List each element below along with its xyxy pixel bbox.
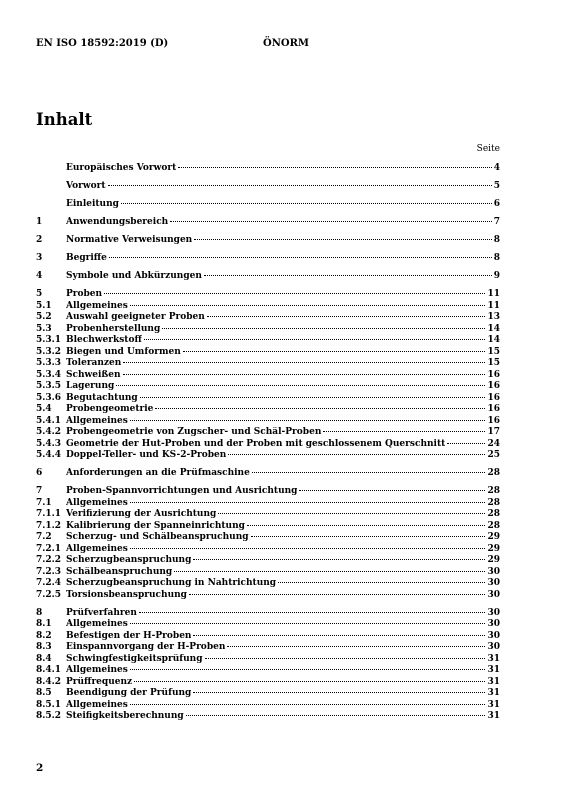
toc-dot-leader (130, 305, 486, 306)
toc-dot-leader (174, 571, 485, 572)
toc-entry-page: 15 (487, 358, 500, 368)
toc-entry-number: 7.1.1 (36, 509, 62, 519)
toc-entry-title: Befestigen der H-Proben (66, 630, 192, 641)
toc-entry-number: 5.3.3 (36, 358, 62, 368)
toc-entry-title: Allgemeines (66, 699, 128, 710)
toc-entry-number: 5.3.6 (36, 392, 62, 403)
toc-dot-leader (183, 351, 486, 352)
toc-entry-title: Scherzugbeanspruchung in Nahtrichtung (66, 578, 277, 588)
toc-entry-page: 31 (487, 711, 500, 721)
toc-entry[interactable] (36, 486, 500, 498)
toc-dot-leader (144, 339, 486, 340)
toc-entry-page: 31 (487, 688, 500, 698)
toc-entry[interactable] (36, 450, 500, 462)
toc-entry-page: 14 (487, 323, 500, 334)
toc-entry-number: 5.4.4 (36, 450, 62, 460)
toc-entry-number: 7 (36, 486, 43, 496)
toc-entry-title: Geometrie der Hut-Proben und der Proben mit geschlossenem Querschnitt (66, 438, 446, 449)
toc-entry-page: 16 (487, 369, 500, 380)
toc-entry[interactable] (36, 393, 500, 405)
toc-entry[interactable] (36, 217, 500, 229)
toc-entry-title: Allgemeines (66, 300, 128, 311)
toc-dot-leader (178, 167, 491, 168)
toc-entry[interactable] (36, 608, 500, 620)
toc-entry-page: 30 (487, 578, 500, 588)
toc-entry-title: Einleitung (66, 199, 119, 209)
toc-entry-number: 8.5.2 (36, 711, 62, 721)
toc-dot-leader (323, 431, 485, 432)
toc-entry-number: 7.2.4 (36, 578, 62, 588)
toc-dot-leader (162, 328, 485, 329)
toc-entry-title: Steifigkeitsberechnung (66, 711, 184, 721)
toc-dot-leader (104, 293, 485, 294)
toc-dot-leader (227, 646, 485, 647)
page-title: Inhalt (36, 110, 93, 129)
toc-entry-page: 28 (487, 509, 500, 519)
toc-entry-page: 30 (487, 589, 500, 600)
toc-dot-leader (130, 704, 486, 705)
toc-entry-number: 8.4.2 (36, 676, 62, 687)
toc-entry-number: 5.3.4 (36, 369, 62, 380)
toc-entry-number: 5 (36, 289, 43, 299)
toc-dot-leader (204, 275, 492, 276)
toc-entry-page: 8 (493, 253, 500, 263)
toc-entry[interactable] (36, 544, 500, 556)
toc-dot-leader (108, 185, 492, 186)
toc-entry-number: 5.4.2 (36, 427, 62, 437)
toc-entry-title: Lagerung (66, 381, 115, 391)
toc-entry-number: 8.5.1 (36, 699, 62, 710)
toc-dot-leader (130, 420, 486, 421)
toc-entry-page: 29 (487, 555, 500, 565)
toc-entry[interactable] (36, 324, 500, 336)
toc-entry-page: 31 (487, 699, 500, 710)
toc-entry-number: 4 (36, 271, 43, 281)
toc-entry-number: 5.3.5 (36, 381, 62, 391)
toc-entry[interactable] (36, 521, 500, 533)
toc-dot-leader (218, 513, 485, 514)
toc-entry[interactable] (36, 181, 500, 193)
toc-entry-page: 29 (487, 532, 500, 542)
toc-entry[interactable] (36, 631, 500, 643)
toc-entry-title: Schwingfestigkeitsprüfung (66, 653, 203, 664)
toc-entry[interactable] (36, 416, 500, 428)
toc-entry-title: Schälbeanspruchung (66, 566, 173, 577)
toc-entry-title: Anwendungsbereich (66, 217, 169, 227)
toc-entry-page: 16 (487, 392, 500, 403)
toc-entry-number: 1 (36, 217, 43, 227)
toc-dot-leader (193, 559, 485, 560)
toc-entry[interactable] (36, 590, 500, 602)
toc-entry-number: 5.3.2 (36, 346, 62, 357)
toc-entry[interactable] (36, 358, 500, 370)
toc-entry-title: Prüffrequenz (66, 676, 133, 687)
toc-entry-page: 11 (487, 300, 500, 311)
toc-entry[interactable] (36, 370, 500, 382)
toc-entry-title: Europäisches Vorwort (66, 163, 177, 173)
toc-entry-title: Allgemeines (66, 415, 128, 426)
toc-entry[interactable] (36, 253, 500, 265)
toc-entry[interactable] (36, 335, 500, 347)
toc-entry-number: 5.1 (36, 300, 52, 311)
toc-dot-leader (193, 692, 485, 693)
page-column-label: Seite (476, 144, 500, 154)
toc-entry[interactable] (36, 163, 500, 175)
toc-entry-title: Scherzug- und Schälbeanspruchung (66, 532, 249, 542)
toc-entry-title: Allgemeines (66, 619, 128, 629)
publisher-header: ÖNORM (263, 38, 309, 49)
toc-entry-page: 30 (487, 642, 500, 652)
page-number: 2 (36, 762, 44, 774)
toc-entry-page: 28 (487, 486, 500, 496)
toc-entry-number: 7.2 (36, 532, 52, 542)
toc-entry-title: Vorwort (66, 181, 106, 191)
toc-entry-page: 16 (487, 404, 500, 414)
toc-entry-page: 31 (487, 665, 500, 675)
toc-entry-number: 8.3 (36, 642, 52, 652)
toc-dot-leader (193, 635, 485, 636)
document-id-header: EN ISO 18592:2019 (D) (36, 38, 169, 49)
toc-entry-title: Begutachtung (66, 392, 138, 403)
toc-entry-number: 2 (36, 235, 43, 245)
toc-entry-page: 30 (487, 566, 500, 577)
toc-dot-leader (247, 525, 486, 526)
toc-entry-number: 7.2.3 (36, 566, 62, 577)
toc-entry-title: Probengeometrie von Zugscher- und Schäl-Proben (66, 427, 322, 437)
toc-entry-title: Verifizierung der Ausrichtung (66, 509, 217, 519)
toc-entry[interactable] (36, 468, 500, 480)
toc-entry-page: 15 (487, 346, 500, 357)
toc-dot-leader (189, 594, 486, 595)
toc-entry-title: Kalibrierung der Spanneinrichtung (66, 520, 245, 531)
toc-entry-title: Allgemeines (66, 665, 128, 675)
toc-entry-title: Symbole und Abkürzungen (66, 271, 202, 281)
toc-entry-number: 7.2.5 (36, 589, 62, 600)
toc-entry[interactable] (36, 404, 500, 416)
table-of-contents (36, 163, 500, 723)
toc-entry-page: 16 (487, 381, 500, 391)
toc-entry-number: 8.1 (36, 619, 52, 629)
toc-dot-leader (123, 362, 485, 363)
toc-entry-page: 17 (487, 427, 500, 437)
toc-entry-title: Prüfverfahren (66, 607, 137, 618)
toc-entry-page: 30 (487, 630, 500, 641)
toc-dot-leader (207, 316, 486, 317)
toc-dot-leader (252, 472, 486, 473)
toc-dot-leader (299, 490, 485, 491)
toc-entry-page: 16 (487, 415, 500, 426)
toc-entry-page: 5 (493, 181, 500, 191)
toc-dot-leader (134, 681, 485, 682)
toc-entry-title: Anforderungen an die Prüfmaschine (66, 468, 250, 478)
toc-entry-number: 5.2 (36, 312, 52, 322)
toc-entry-page: 30 (487, 619, 500, 629)
toc-entry[interactable] (36, 312, 500, 324)
toc-entry-number: 7.2.2 (36, 555, 62, 565)
toc-dot-leader (170, 221, 492, 222)
toc-dot-leader (155, 408, 485, 409)
toc-entry-title: Allgemeines (66, 497, 128, 508)
toc-entry-page: 9 (493, 271, 500, 281)
toc-entry[interactable] (36, 381, 500, 393)
toc-entry[interactable] (36, 665, 500, 677)
toc-entry[interactable] (36, 688, 500, 700)
toc-entry[interactable] (36, 642, 500, 654)
toc-entry-page: 31 (487, 653, 500, 664)
toc-dot-leader (121, 203, 492, 204)
toc-entry-number: 8.2 (36, 630, 52, 641)
toc-entry-number: 6 (36, 468, 43, 478)
toc-entry-title: Biegen und Umformen (66, 346, 181, 357)
toc-entry-number: 5.4 (36, 404, 52, 414)
toc-entry-title: Einspannvorgang der H-Proben (66, 642, 226, 652)
toc-entry-page: 28 (487, 497, 500, 508)
toc-dot-leader (130, 669, 486, 670)
toc-entry-page: 14 (487, 335, 500, 345)
toc-dot-leader (130, 548, 486, 549)
toc-entry-number: 5.3.1 (36, 335, 62, 345)
toc-entry-page: 11 (487, 289, 500, 299)
toc-entry[interactable] (36, 427, 500, 439)
toc-entry-number: 8.4.1 (36, 665, 62, 675)
toc-dot-leader (228, 454, 485, 455)
toc-entry[interactable] (36, 439, 500, 451)
toc-entry[interactable] (36, 498, 500, 510)
toc-entry-page: 28 (487, 468, 500, 478)
toc-entry-page: 29 (487, 543, 500, 554)
toc-entry[interactable] (36, 532, 500, 544)
toc-entry-title: Probenherstellung (66, 323, 161, 334)
toc-entry-number: 7.2.1 (36, 543, 62, 554)
toc-entry-title: Allgemeines (66, 543, 128, 554)
toc-dot-leader (205, 658, 486, 659)
toc-entry[interactable] (36, 567, 500, 579)
toc-dot-leader (278, 582, 485, 583)
toc-dot-leader (140, 397, 486, 398)
toc-entry-page: 24 (487, 438, 500, 449)
toc-entry-title: Beendigung der Prüfung (66, 688, 192, 698)
toc-dot-leader (116, 385, 485, 386)
toc-dot-leader (130, 623, 486, 624)
toc-entry[interactable] (36, 654, 500, 666)
toc-entry[interactable] (36, 271, 500, 283)
toc-entry-page: 25 (487, 450, 500, 460)
toc-dot-leader (130, 502, 486, 503)
toc-dot-leader (109, 257, 492, 258)
toc-entry-number: 3 (36, 253, 43, 263)
toc-entry-number: 8 (36, 607, 43, 618)
toc-entry[interactable] (36, 235, 500, 247)
toc-dot-leader (251, 536, 486, 537)
toc-entry-number: 5.4.3 (36, 438, 62, 449)
toc-entry-title: Torsionsbeanspruchung (66, 589, 187, 600)
toc-entry[interactable] (36, 711, 500, 723)
toc-entry-number: 8.5 (36, 688, 52, 698)
toc-entry-title: Proben (66, 289, 103, 299)
toc-entry-page: 30 (487, 607, 500, 618)
toc-entry-title: Proben-Spannvorrichtungen und Ausrichtung (66, 486, 298, 496)
toc-entry[interactable] (36, 347, 500, 359)
toc-dot-leader (123, 374, 486, 375)
toc-entry[interactable] (36, 301, 500, 313)
toc-entry-number: 8.4 (36, 653, 52, 664)
toc-entry-page: 7 (493, 217, 500, 227)
toc-entry-title: Begriffe (66, 253, 107, 263)
toc-entry[interactable] (36, 578, 500, 590)
toc-entry[interactable] (36, 555, 500, 567)
toc-entry-title: Auswahl geeigneter Proben (66, 312, 205, 322)
toc-entry[interactable] (36, 700, 500, 712)
toc-entry-page: 6 (493, 199, 500, 209)
toc-dot-leader (186, 715, 486, 716)
toc-entry-title: Blechwerkstoff (66, 335, 142, 345)
toc-dot-leader (139, 612, 486, 613)
toc-entry-number: 7.1 (36, 497, 52, 508)
toc-entry-number: 7.1.2 (36, 520, 62, 531)
toc-entry[interactable] (36, 677, 500, 689)
toc-entry-title: Normative Verweisungen (66, 235, 193, 245)
toc-entry-page: 13 (487, 312, 500, 322)
toc-entry-number: 5.4.1 (36, 415, 62, 426)
toc-entry-title: Doppel-Teller- und KS-2-Proben (66, 450, 227, 460)
toc-entry-title: Toleranzen (66, 358, 122, 368)
toc-entry-number: 5.3 (36, 323, 52, 334)
toc-entry-page: 8 (493, 235, 500, 245)
toc-entry[interactable] (36, 619, 500, 631)
toc-entry[interactable] (36, 509, 500, 521)
toc-entry-title: Schweißen (66, 369, 121, 380)
toc-entry-page: 4 (493, 163, 500, 173)
toc-entry-title: Probengeometrie (66, 404, 154, 414)
toc-entry-page: 31 (487, 676, 500, 687)
toc-entry-title: Scherzugbeanspruchung (66, 555, 192, 565)
toc-entry[interactable] (36, 289, 500, 301)
toc-dot-leader (194, 239, 492, 240)
toc-entry-page: 28 (487, 520, 500, 531)
toc-dot-leader (447, 443, 485, 444)
toc-entry[interactable] (36, 199, 500, 211)
